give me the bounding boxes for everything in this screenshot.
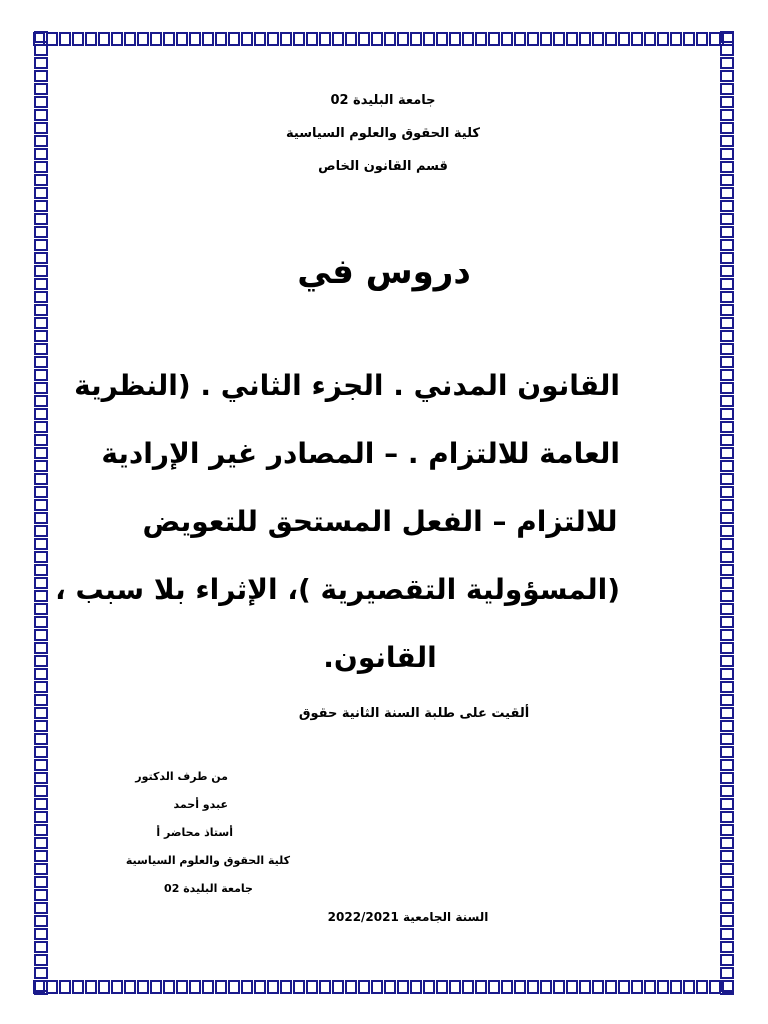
author-university: جامعة البليدة 02	[164, 882, 253, 895]
header-department: قسم القانون الخاص	[318, 159, 448, 174]
title-subject	[55, 352, 620, 692]
page-border-right	[719, 31, 735, 995]
page-border-left	[33, 31, 49, 995]
subject-line-5: القانون.	[323, 641, 437, 674]
academic-year: السنة الجامعية 2022/2021	[327, 910, 489, 924]
subject-line-4: (المسؤولية التقصيرية )، الإثراء بلا سبب ،	[55, 573, 620, 606]
author-name: عبدو أحمد	[173, 798, 228, 811]
title-lead: دروس في	[297, 252, 471, 292]
page-border-bottom	[33, 979, 735, 995]
audience-line: ألقيت على طلبة السنة الثانية حقوق	[298, 706, 530, 721]
subject-line-3: للالتزام – الفعل المستحق للتعويض	[142, 505, 618, 538]
author-by: من طرف الدكتور	[135, 770, 228, 783]
author-faculty: كلية الحقوق والعلوم السياسية	[125, 854, 290, 867]
subject-line-1: القانون المدني . الجزء الثاني . (النظرية	[74, 369, 620, 402]
header-faculty: كلية الحقوق والعلوم السياسية	[286, 126, 480, 141]
header-university: جامعة البليدة 02	[330, 93, 436, 108]
author-rank: أستاذ محاضر أ	[156, 826, 233, 839]
page-border-top	[33, 31, 735, 47]
subject-line-2: العامة للالتزام . – المصادر غير الإرادية	[101, 437, 620, 470]
